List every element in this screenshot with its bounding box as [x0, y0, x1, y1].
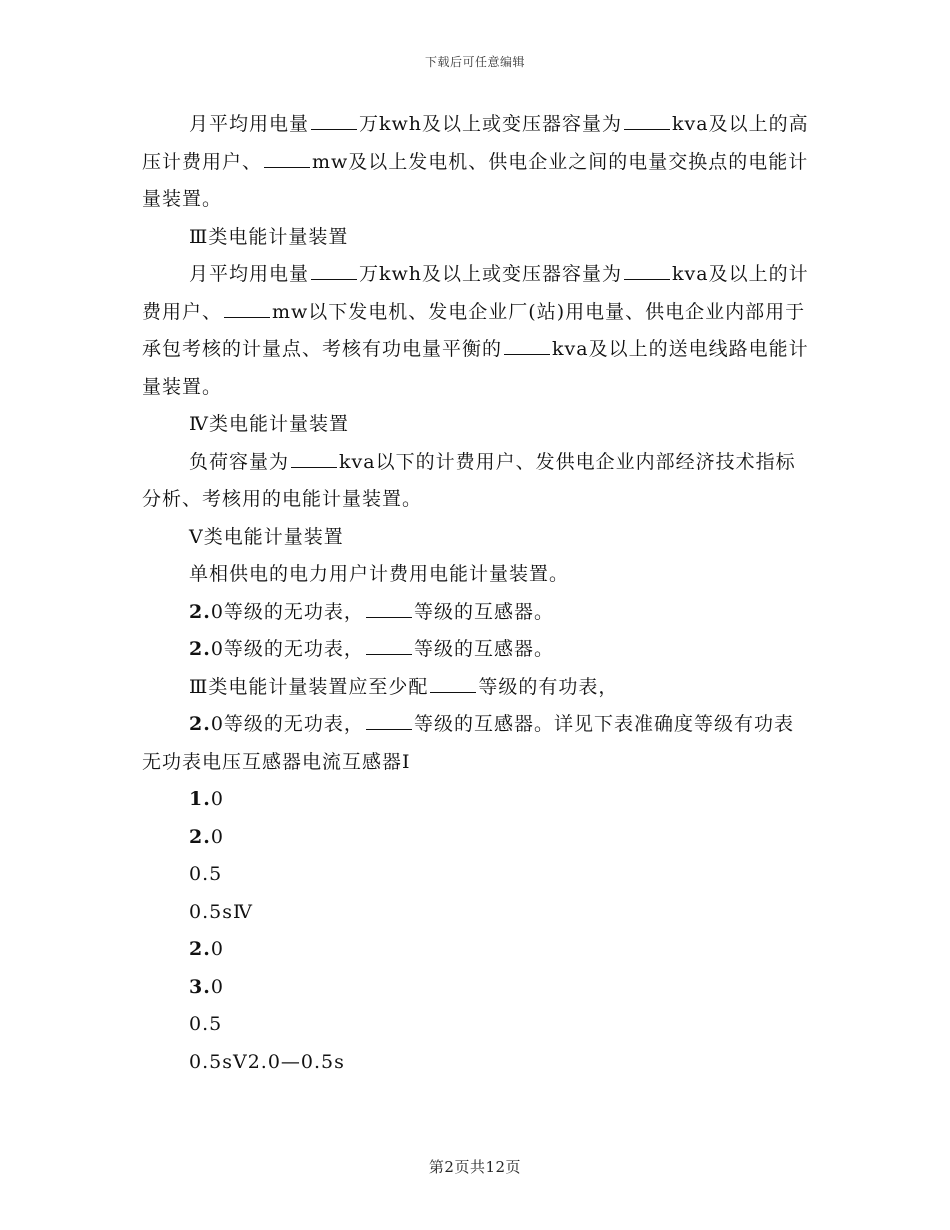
document-body	[142, 106, 812, 1081]
value-rest: 0	[210, 938, 224, 960]
text-segment: 月平均用电量	[189, 113, 310, 135]
value-line	[142, 969, 812, 1007]
value-line: 0.5	[189, 863, 223, 885]
paragraph-class-v-definition: 单相供电的电力用户计费用电能计量装置。	[189, 563, 570, 585]
fill-blank	[366, 638, 412, 655]
value-line	[142, 819, 812, 857]
value-number: 2.	[189, 938, 211, 960]
paragraph-class-iv-definition	[142, 444, 812, 519]
paragraph-class-ii-definition	[142, 106, 812, 219]
fill-blank	[366, 601, 412, 618]
value-number: 1.	[189, 788, 211, 810]
text-segment: 0等级的无功表，	[210, 713, 364, 735]
value-line: 0.5	[189, 1013, 223, 1035]
paragraph-class-iii-requirement	[142, 669, 812, 707]
fill-blank	[311, 263, 357, 280]
text-segment: 等级的有功表，	[478, 675, 619, 698]
text-segment: Ⅲ类电能计量装置应至少配	[189, 675, 429, 698]
heading-class-v: Ⅴ类电能计量装置	[189, 525, 344, 548]
heading-class-iv: Ⅳ类电能计量装置	[189, 413, 349, 435]
text-segment: kva及以上的计费用户、	[142, 263, 809, 323]
text-segment: 等级的互感器。	[413, 600, 554, 623]
fill-blank	[430, 676, 476, 693]
value-number: 3.	[189, 975, 211, 998]
list-number: 2.	[189, 600, 211, 623]
value-rest: 0	[210, 975, 224, 998]
text-segment: 0等级的无功表，	[210, 600, 364, 623]
fill-blank	[224, 301, 270, 318]
paragraph-reactive-meter-2	[142, 631, 812, 669]
text-segment: kva及以上的送电线路电能计量装置。	[142, 338, 809, 398]
value-line	[142, 931, 812, 969]
heading-class-iii: Ⅲ类电能计量装置	[189, 225, 349, 248]
fill-blank	[366, 713, 412, 730]
text-segment: 万kwh及以上或变压器容量为	[359, 113, 623, 135]
fill-blank	[624, 113, 670, 130]
paragraph-accuracy-table-intro	[142, 706, 812, 781]
fill-blank	[311, 113, 357, 130]
text-segment: kva及以上的高压计费用户、	[142, 113, 809, 173]
paragraph-class-iii-definition	[142, 256, 812, 406]
text-segment: 等级的互感器。	[413, 638, 554, 660]
fill-blank	[291, 451, 337, 468]
value-rest: 0	[210, 825, 224, 848]
text-segment: 等级的互感器。详见下表准确度等级有功表无功表电压互感器电流互感器Ⅰ	[142, 713, 794, 773]
fill-blank	[264, 151, 310, 168]
value-line	[142, 781, 812, 819]
text-segment: mw以下发电机、发电企业厂(站)用电量、供电企业内部用于承包考核的计量点、考核有功电量平衡的	[142, 300, 806, 360]
page-header: 下载后可任意编辑	[424, 55, 525, 69]
value-number: 2.	[189, 825, 211, 848]
page-footer: 第2页共12页	[428, 1158, 522, 1176]
text-segment: 万kwh及以上或变压器容量为	[359, 263, 623, 285]
value-line: 0.5sⅣ	[189, 900, 253, 923]
text-segment: kva以下的计费用户、发供电企业内部经济技术指标分析、考核用的电能计量装置。	[142, 450, 796, 510]
paragraph-reactive-meter-1	[142, 594, 812, 632]
list-number: 2.	[189, 638, 211, 660]
text-segment: 0等级的无功表，	[210, 638, 364, 660]
value-line: 0.5sⅤ2.0—0.5s	[189, 1050, 345, 1073]
text-segment: mw及以上发电机、供电企业之间的电量交换点的电能计量装置。	[142, 150, 809, 210]
fill-blank	[624, 263, 670, 280]
text-segment: 负荷容量为	[189, 450, 290, 473]
text-segment: 月平均用电量	[189, 263, 310, 285]
list-number: 2.	[189, 713, 211, 735]
value-rest: 0	[210, 788, 224, 810]
fill-blank	[504, 338, 550, 355]
